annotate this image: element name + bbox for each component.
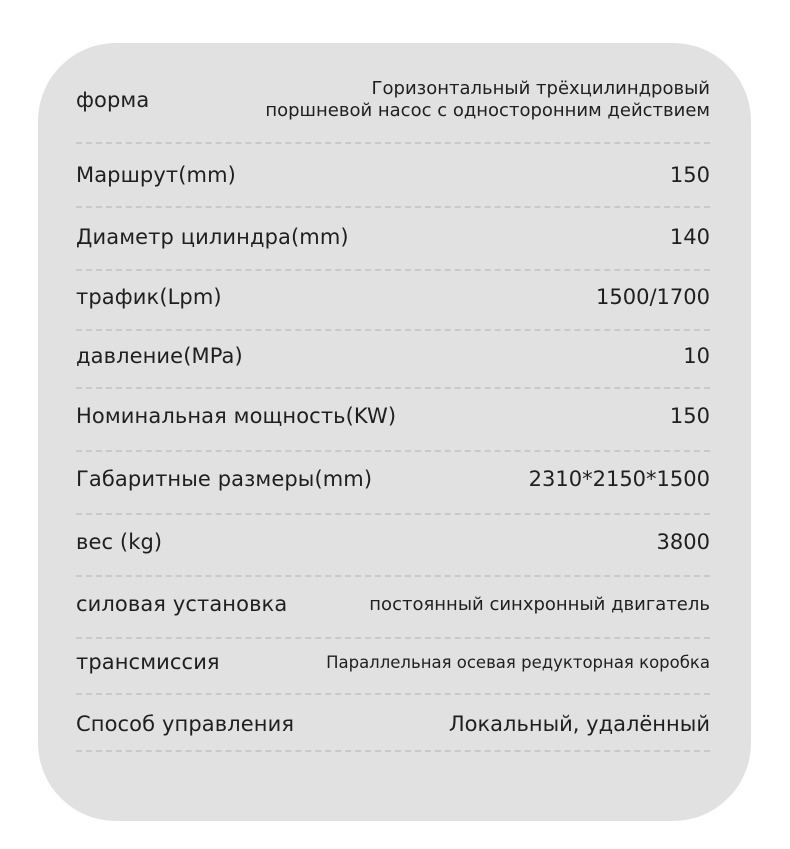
spec-value: 140 (669, 225, 710, 249)
spec-value-line-1: Горизонтальный трёхцилиндровый (371, 78, 710, 99)
spec-row-transmission (76, 642, 710, 682)
spec-value (265, 78, 710, 122)
row-divider (76, 387, 710, 389)
spec-row-flow (76, 277, 710, 317)
spec-label: силовая установка (76, 592, 288, 616)
spec-row-form (76, 75, 710, 125)
row-divider (76, 329, 710, 331)
spec-value-line-2: поршневой насос с односторонним действием (265, 100, 710, 121)
spec-label: Диаметр цилиндра(mm) (76, 225, 349, 249)
spec-value: Параллельная осевая редукторная коробка (326, 652, 710, 672)
spec-row-dimensions (76, 459, 710, 499)
spec-row-stroke (76, 155, 710, 195)
row-divider (76, 693, 710, 695)
spec-label: Маршрут(mm) (76, 163, 236, 187)
row-divider (76, 450, 710, 452)
row-divider (76, 142, 710, 144)
spec-value: 1500/1700 (596, 285, 710, 309)
spec-row-weight (76, 522, 710, 562)
spec-label: Габаритные размеры(mm) (76, 467, 373, 491)
spec-value: 10 (683, 344, 710, 368)
spec-row-power-unit (76, 584, 710, 624)
spec-value: 150 (669, 163, 710, 187)
spec-value: 3800 (656, 530, 710, 554)
row-divider (76, 750, 710, 752)
spec-row-cylinder-diameter (76, 217, 710, 257)
spec-value: постоянный синхронный двигатель (369, 593, 710, 615)
row-divider (76, 575, 710, 577)
row-divider (76, 637, 710, 639)
row-divider (76, 206, 710, 208)
spec-label: форма (76, 88, 150, 112)
spec-card (38, 43, 751, 821)
spec-label: вес (kg) (76, 530, 163, 554)
spec-label: давление(MPa) (76, 344, 243, 368)
spec-value: 150 (669, 404, 710, 428)
spec-value: Локальный, удалённый (448, 712, 710, 736)
spec-label: Номинальная мощность(KW) (76, 404, 397, 428)
row-divider (76, 513, 710, 515)
spec-label: трансмиссия (76, 650, 220, 674)
row-divider (76, 269, 710, 271)
spec-row-control-method (76, 703, 710, 745)
spec-row-rated-power (76, 396, 710, 436)
spec-label: Способ управления (76, 712, 295, 736)
spec-row-pressure (76, 336, 710, 376)
spec-value: 2310*2150*1500 (528, 467, 710, 491)
spec-label: трафик(Lpm) (76, 285, 222, 309)
